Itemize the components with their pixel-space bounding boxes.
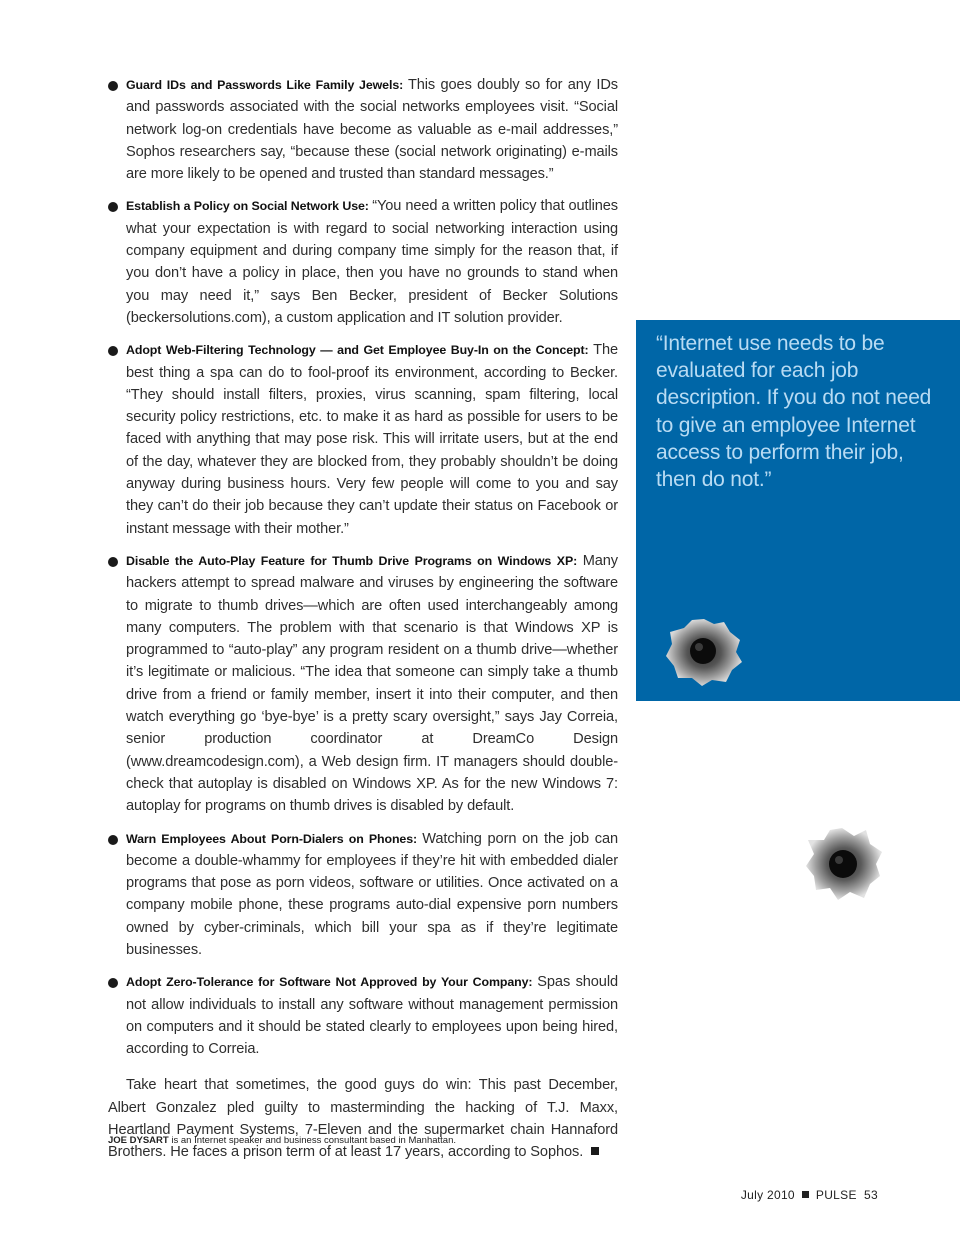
bullet-dot-icon xyxy=(108,835,118,845)
magazine-name: PULSE xyxy=(815,1188,857,1202)
bullet-dot-icon xyxy=(108,978,118,988)
end-mark-icon xyxy=(591,1147,599,1155)
author-bio: is an Internet speaker and business consultant based in Manhattan. xyxy=(168,1135,457,1146)
closing-paragraph xyxy=(108,1074,618,1163)
pull-quote-text: “Internet use needs to be evaluated for each job description. If you do not need to give an employee Internet access to perform their job, then do not.” xyxy=(656,332,932,492)
bullet-dot-icon xyxy=(108,202,118,212)
bullet-dot-icon xyxy=(108,81,118,91)
bullet-text: The best thing a spa can do to fool-proof its environment, according to Becker. “They should install filters, proxies, virus scanning, spam filtering, local security policy restrictions, etc. to make it as hard as possible for users to be faced with anything that may pose risk. This will irritate users, but at the end of the day, whatever they are blocked from, they probably shouldn’t be doing anyway during business hours. Very few people will come to you and say they can’t do their job because they can’t update their status on Facebook or instant message with their mother.” xyxy=(126,342,618,537)
author-byline xyxy=(108,1135,456,1146)
issue-date: July 2010 xyxy=(740,1188,795,1202)
page-number: 53 xyxy=(864,1188,878,1202)
bullet-item xyxy=(108,339,618,540)
bullet-item xyxy=(108,971,618,1060)
article-body xyxy=(108,74,618,1178)
bullet-heading: Adopt Web-Filtering Technology — and Get Employee Buy-In on the Concept: xyxy=(126,343,594,358)
bullet-text: Spas should not allow individuals to install any software without management permission on computers and it should be stated clearly to employees upon being hired, according to Correia. xyxy=(126,974,618,1058)
bullet-text: Watching porn on the job can become a double-whammy for employees if they’re hit with embedded dialer programs that pose as porn videos, software or utilities. Once activated on a company mobile phone, these programs auto-dial expensive porn numbers owned by cyber-criminals, which bill your spa as if they’re legitimate businesses. xyxy=(126,830,618,958)
bullet-item xyxy=(108,828,618,962)
bullet-text: Many hackers attempt to spread malware and viruses by engineering the software to migrate to thumb drives—which are often used interchangeably among many computers. The problem with that scenario is that Windows XP is programmed to “auto-play” any program resident on a thumb drive—whether it’s legitimate or malicious. “The idea that someone can simply take a thumb drive from a friend or family member, insert it into their computer, and then watch everything go ‘bye-bye’ is a pretty scary oversight,” says Jay Correia, senior production coordinator at DreamCo Design (www.dreamcodesign.com), a Web design firm. IT managers should double-check that autoplay is disabled on Windows XP. As for the new Windows 7: autoplay for programs on thumb drives is disabled by default. xyxy=(126,552,618,815)
bullet-item xyxy=(108,195,618,329)
bullet-dot-icon xyxy=(108,557,118,567)
bullet-text: This goes doubly so for any IDs and passwords associated with the social networks employees visit. “Social network log-on credentials have become as valuable as e-mail addresses,” Sophos researchers say, “because these (social network originating) e-mails are more likely to be opened and trusted than standard messages.” xyxy=(126,77,618,183)
bullet-heading: Guard IDs and Passwords Like Family Jewels: xyxy=(126,78,408,92)
bullet-dot-icon xyxy=(108,346,118,356)
author-name: JOE DYSART xyxy=(108,1135,169,1146)
bullet-hole-icon xyxy=(804,826,884,902)
bullet-hole-icon xyxy=(664,616,744,688)
bullet-heading: Warn Employees About Porn-Dialers on Phones: xyxy=(126,831,423,846)
bullet-heading: Disable the Auto-Play Feature for Thumb Drive Programs on Windows XP: xyxy=(126,553,583,568)
bullet-heading: Adopt Zero-Tolerance for Software Not Approved by Your Company: xyxy=(126,975,538,990)
bullet-item xyxy=(108,74,618,185)
bullet-text: “You need a written policy that outlines what your expectation is with regard to social networking interaction using company equipment and during company time simply for the reason that, if you don’t have a policy in place, then you have no grounds to stand when you may need it,” says Ben Becker, president of Becker Solutions (beckersolutions.com), a custom application and IT solution provider. xyxy=(126,198,618,326)
page-footer xyxy=(741,1188,878,1202)
closing-text: Take heart that sometimes, the good guys do win: This past December, Albert Gonzalez pled guilty to masterminding the hacking of T.J. Maxx, Heartland Payment Systems, 7-Eleven and the supermarket chain Hannaford Brothers. He faces a prison term of at least 17 years, according to Sophos. xyxy=(108,1077,618,1161)
bullet-heading: Establish a Policy on Social Network Use: xyxy=(126,199,373,214)
separator-square-icon xyxy=(802,1191,809,1198)
bullet-item xyxy=(108,550,618,818)
